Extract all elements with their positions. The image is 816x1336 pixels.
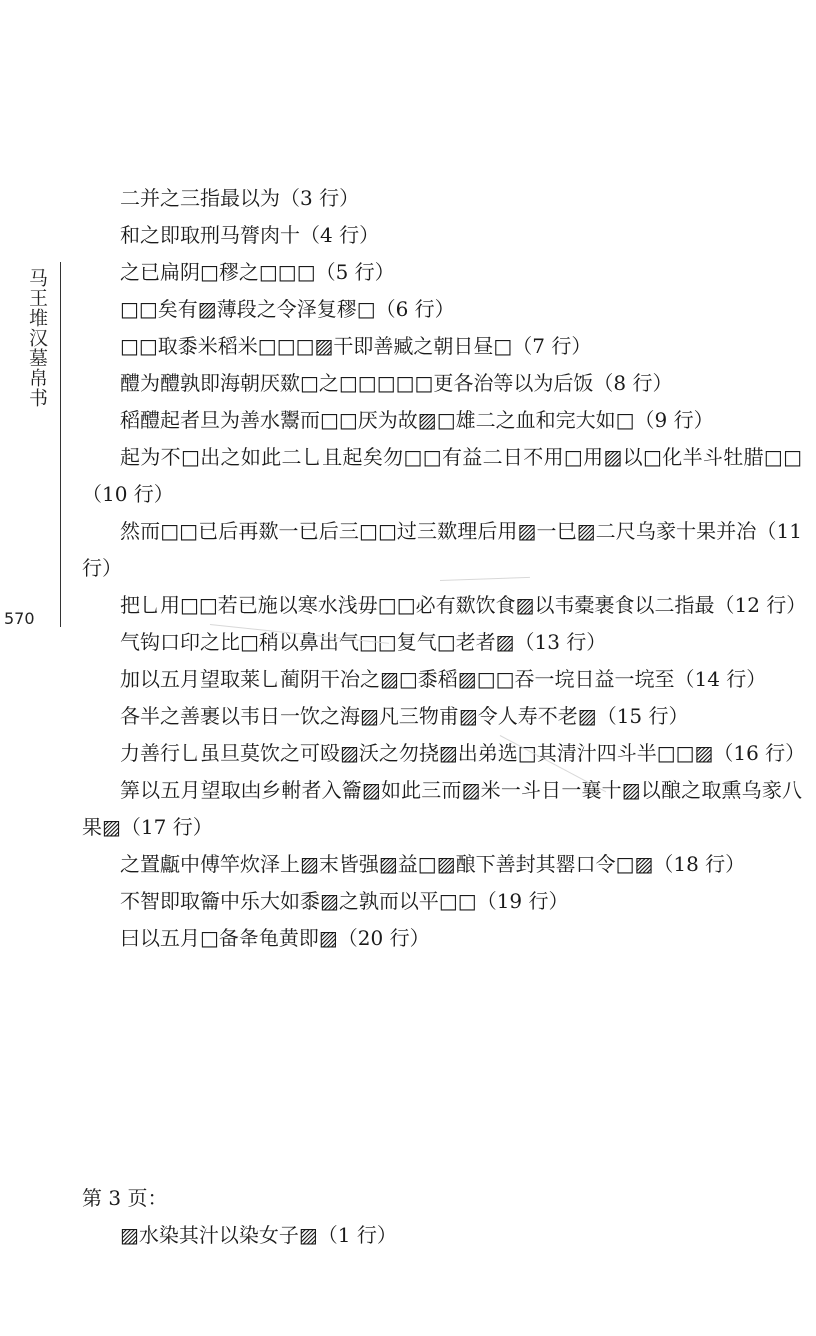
transcription-line: 醴为醴孰即海朝厌欼□之□□□□□更各治等以为后饭（8 行） — [120, 371, 673, 395]
transcription-line: 之置甗中傅竿炊泽上▨末皆强▨益□▨酿下善封其罂口令□▨（18 行） — [120, 852, 746, 876]
transcription-line: 然而□□已后再欼一已后三□□过三欼理后用▨一巳▨二尺乌豙十果并冶（11 行） — [82, 519, 802, 580]
transcription-line: ▨水染其汁以染女子▨（1 行） — [120, 1223, 397, 1247]
transcription-line: 稻醴起者旦为善水鬻而□□厌为故▨□雄二之血和完大如□（9 行） — [120, 408, 714, 432]
transcription-line: 各半之善裹以韦日一饮之海▨凡三物甫▨令人寿不老▨（15 行） — [120, 704, 689, 728]
transcription-line: □□取黍米稻米□□□▨干即善臧之朝日昼□（7 行） — [120, 334, 592, 358]
section-block — [82, 1217, 802, 1254]
transcription-line: □□矣有▨薄段之令泽复穋□（6 行） — [120, 297, 455, 321]
transcription-line: 之已扁阴□穋之□□□（5 行） — [120, 260, 395, 284]
transcription-line: 气钩口印之比□稍以鼻出气□□复气□老者▨（13 行） — [120, 630, 607, 654]
transcription-line: 加以五月望取莱乚蔺阴干冶之▨□黍稻▨□□吞一垸日益一垸至（14 行） — [120, 667, 767, 691]
transcription-line: 筭以五月望取凷乡軵者入籥▨如此三而▨米一斗日一襄十▨以酿之取熏乌豙八果▨（17 行） — [82, 778, 802, 839]
side-rule — [60, 262, 61, 627]
transcription-line: 二并之三指最以为（3 行） — [120, 186, 360, 210]
transcription-line: 起为不□出之如此二乚且起矣勿□□有益二日不用□用▨以□化半斗牡腊□□（10 行） — [82, 445, 802, 506]
transcription-line: 力善行乚虽旦莫饮之可殴▨沃之勿挠▨出弟选□其清汁四斗半□□▨（16 行） — [120, 741, 806, 765]
transcription-line: 把乚用□□若已施以寒水浅毋□□必有欼饮食▨以韦橐裹食以二指最（12 行） — [120, 593, 807, 617]
section-heading: 第 3 页： — [82, 1186, 168, 1210]
side-title: 马王堆汉墓帛书 — [26, 268, 48, 408]
transcription-line: 曰以五月□备夅龟黄即▨（20 行） — [120, 926, 430, 950]
page-number: 570 — [4, 609, 35, 628]
transcription-line: 不智即取籥中乐大如黍▨之孰而以平□□（19 行） — [120, 889, 569, 913]
transcription-block — [82, 180, 807, 957]
transcription-line: 和之即取刑马膂肉十（4 行） — [120, 223, 380, 247]
